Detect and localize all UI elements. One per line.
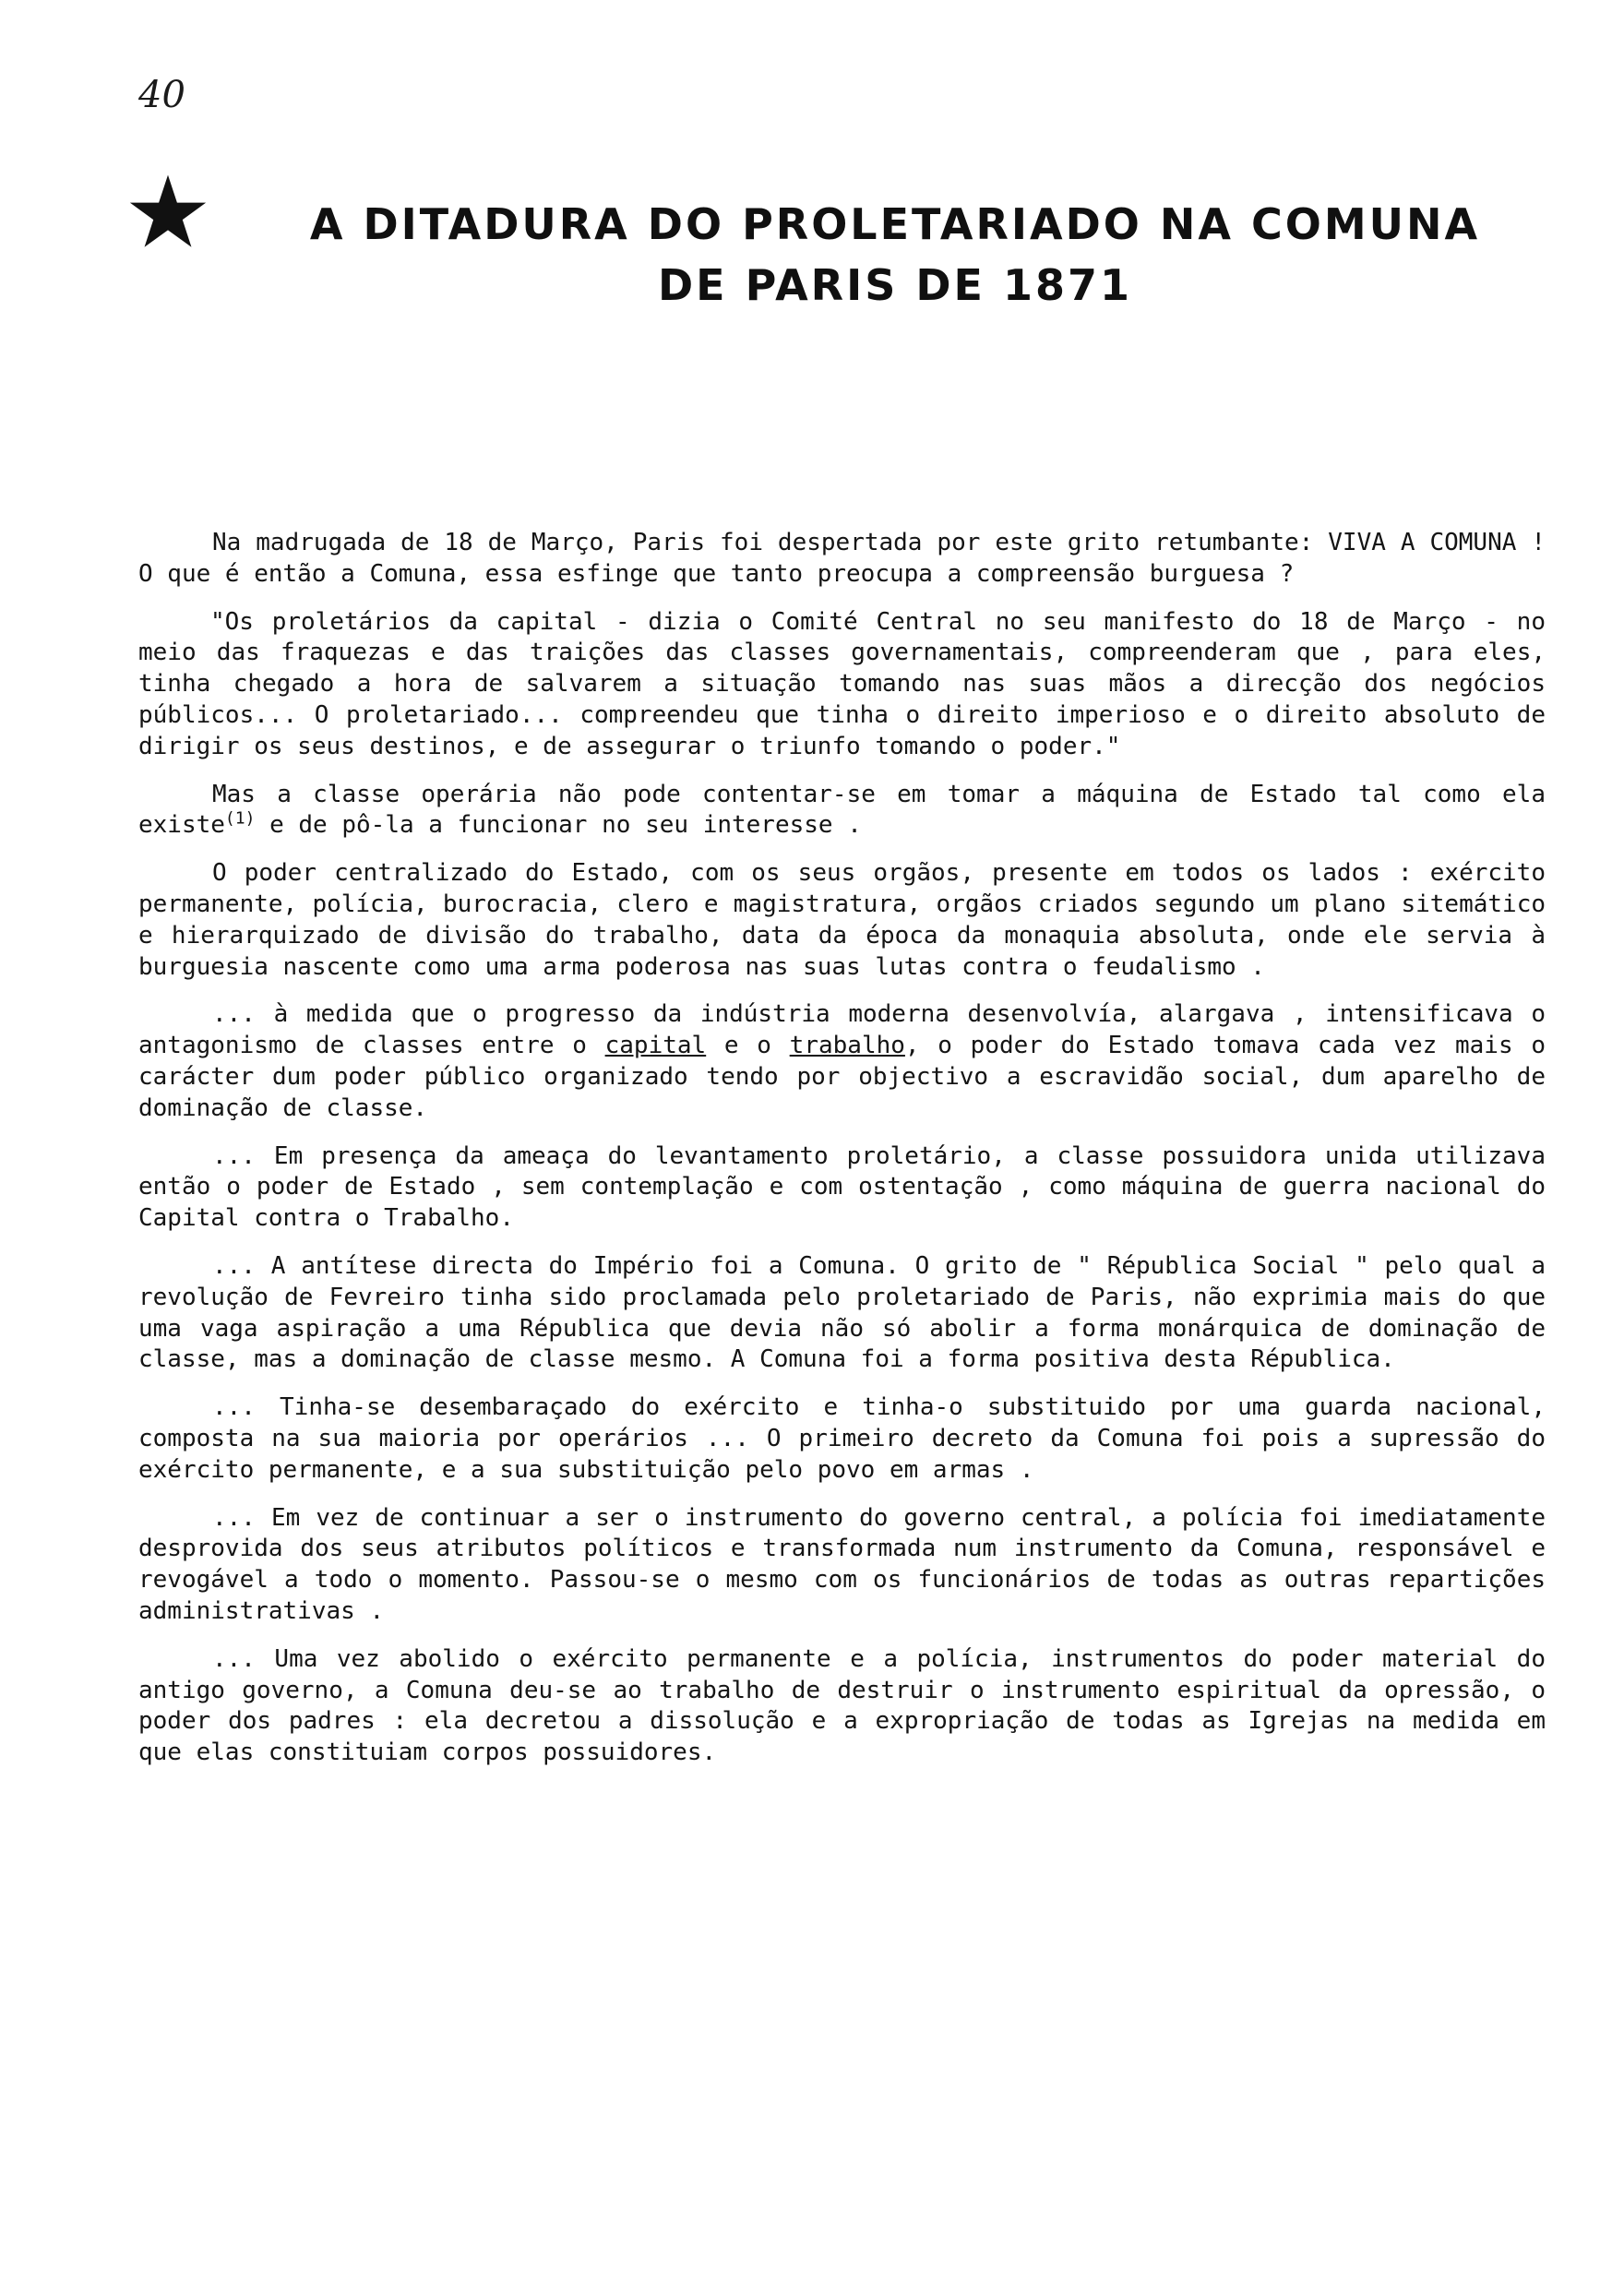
paragraph-centralized-power: O poder centralizado do Estado, com os seus orgãos, presente em todos os lados : exército permanente, polícia, burocracia, clero e magistratura, orgãos criados segundo um plano sitemático e hierarquizado de divisão do trabalho, data da época da monaquia absoluta, onde ele servia à burguesia nascente como uma arma poderosa nas suas lutas contra o feudalismo . — [138, 859, 1546, 981]
paragraph-state-machine — [138, 780, 1546, 842]
page-number: 40 — [138, 74, 185, 116]
text-segment: , o poder do Estado tomava cada vez mais o carácter dum poder público organizado tendo por objectivo a escravidão social, dum aparelho de dominação de classe. — [138, 1032, 1546, 1122]
title-line-1: A DITADURA DO PROLETARIADO NA COMUNA — [309, 199, 1481, 249]
paragraph-manifesto-quote: "Os proletários da capital - dizia o Comité Central no seu manifesto do 18 de Março - no meio das fraquezas e das traições das classes governamentais, compreenderam que , para eles, tinha chegado a hora de salvarem a situação tomando nas suas mãos a direcção dos negócios públicos... O proletariado... compreendeu que tinha o direito imperioso e o direito absoluto de dirigir os seus destinos, e de assegurar o triunfo tomando o poder." — [138, 607, 1546, 760]
paragraph-national-guard: ... Tinha-se desembaraçado do exército e tinha-o substituido por uma guarda nacional, composta na sua maioria por operários ... O primeiro decreto da Comuna foi pois a supressão do exército permanente, e a sua substituição pelo povo em armas . — [138, 1393, 1546, 1484]
paragraph-churches: ... Uma vez abolido o exército permanente e a polícia, instrumentos do poder material do antigo governo, a Comuna deu-se ao trabalho de destruir o instrumento espiritual da opressão, o poder dos padres : ela decretou a dissolução e a expropriação de todas as Igrejas na medida em que elas constituiam corpos possuidores. — [138, 1644, 1546, 1767]
paragraph-police: ... Em vez de continuar a ser o instrumento do governo central, a polícia foi imediatamente desprovida dos seus atributos políticos e transformada num instrumento da Comuna, responsável e revogável a todo o momento. Passou-se o mesmo com os funcionários de todas as outras repartições administrativas . — [138, 1503, 1546, 1625]
document-body — [138, 528, 1546, 1786]
text-segment: e o — [706, 1032, 790, 1060]
text-segment: e de pô-la a funcionar no seu interesse . — [255, 811, 862, 840]
paragraph-antithesis: ... A antítese directa do Império foi a Comuna. O grito de " Républica Social " pelo qual a revolução de Fevreiro tinha sido proclamada pelo proletariado de Paris, não exprimia mais do que uma vaga aspiração a uma Républica que devia não só abolir a forma monárquica de dominação de classe, mas a dominação de classe mesmo. A Comuna foi a forma positiva desta Républica. — [138, 1251, 1546, 1374]
page-title — [268, 194, 1522, 316]
star-icon — [129, 173, 207, 251]
text-segment: ... à medida que o progresso da indústria moderna desenvolvía, alargava , intensificava o antagonismo de classes entre o — [138, 1000, 1546, 1060]
paragraph-proletarian-threat: ... Em presença da ameaça do levantamento proletário, a classe possuidora unida utilizava então o poder de Estado , sem contemplação e com ostentação , como máquina de guerra nacional do Capital contra o Trabalho. — [138, 1141, 1546, 1233]
text-segment: Mas a classe operária não pode contentar-se em tomar a máquina de Estado tal como ela existe — [138, 780, 1546, 840]
footnote-reference: (1) — [224, 808, 256, 829]
paragraph-intro: Na madrugada de 18 de Março, Paris foi despertada por este grito retumbante: VIVA A COMUNA ! O que é então a Comuna, essa esfinge que tanto preocupa a compreensão burguesa ? — [138, 529, 1546, 588]
paragraph-industry-progress — [138, 999, 1546, 1124]
title-line-2: DE PARIS DE 1871 — [657, 260, 1133, 310]
underlined-word-trabalho: trabalho — [789, 1032, 905, 1060]
underlined-word-capital: capital — [604, 1032, 707, 1060]
